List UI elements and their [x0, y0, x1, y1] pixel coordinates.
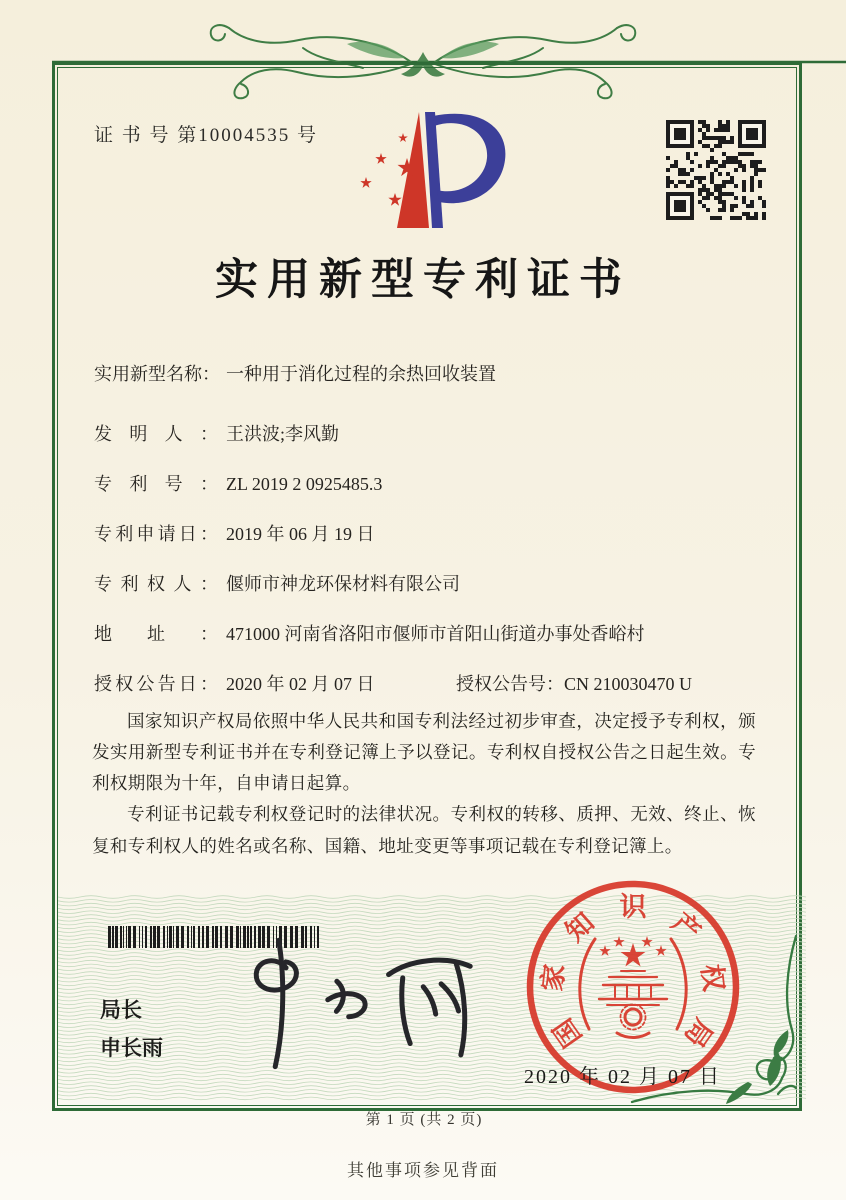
certificate-title: 实用新型专利证书: [215, 257, 631, 304]
svg-text:国: 国: [547, 1013, 588, 1053]
field-label: 发明人：: [94, 424, 218, 444]
page-indicator: 第 1 页 (共 2 页): [365, 1112, 483, 1128]
svg-text:知: 知: [559, 907, 600, 948]
field-label: 专利申请日：: [94, 524, 218, 544]
field-value: 偃师市神龙环保材料有限公司: [226, 574, 460, 594]
field-row-grant-date: [94, 670, 756, 696]
cnipa-logo-icon: [333, 104, 523, 236]
officer-name: 申长雨: [100, 1037, 163, 1060]
field-value: 471000 河南省洛阳市偃师市首阳山街道办事处香峪村: [226, 624, 645, 644]
seal-date: 2020 年 02 月 07 日: [524, 1066, 721, 1088]
legal-text: [92, 706, 756, 862]
field-label: 专利号：: [94, 474, 218, 494]
svg-text:家: 家: [537, 962, 571, 993]
field-row-filing-date: [94, 520, 756, 546]
field-value: ZL 2019 2 0925485.3: [226, 474, 383, 494]
svg-text:识: 识: [619, 892, 647, 922]
back-note: 其他事项参见背面: [347, 1161, 499, 1180]
certificate-number: 证 书 号 第10004535 号: [94, 125, 319, 146]
grant-number-group: [456, 670, 692, 696]
field-row-address: [94, 620, 756, 646]
field-value: 王洪波;李风勤: [226, 424, 340, 444]
qr-code-icon: [666, 120, 770, 224]
grant-number-label: 授权公告号：: [456, 674, 564, 694]
svg-text:局: 局: [678, 1013, 719, 1053]
field-row-utility-model-name: [94, 360, 756, 386]
grant-number-value: CN 210030470 U: [564, 674, 693, 694]
field-value: 一种用于消化过程的余热回收装置: [226, 364, 496, 384]
field-label: 实用新型名称：: [94, 364, 220, 384]
legal-paragraph-2: 专利证书记载专利权登记时的法律状况。专利权的转移、质押、无效、终止、恢复和专利权人的姓名或名称、国籍、地址变更等事项记载在专利登记簿上。: [92, 804, 756, 856]
field-row-inventor: [94, 420, 756, 446]
svg-text:产: 产: [666, 907, 707, 948]
field-value: 2019 年 06 月 19 日: [226, 524, 375, 544]
signature-icon: [232, 928, 494, 1078]
svg-text:权: 权: [695, 962, 729, 993]
field-label: 授权公告日：: [94, 674, 218, 694]
field-value: 2020 年 02 月 07 日: [226, 674, 375, 694]
field-row-patentee: [94, 570, 756, 596]
legal-paragraph-1: 国家知识产权局依照中华人民共和国专利法经过初步审查，决定授予专利权，颁发实用新型专利证书并在专利登记簿上予以登记。专利权自授权公告之日起生效。专利权期限为十年，自申请日起算。: [92, 711, 756, 794]
field-label: 专利权人：: [94, 574, 218, 594]
field-row-patent-number: [94, 470, 756, 496]
officer-title: 局长: [100, 999, 142, 1022]
field-label: 地址：: [94, 624, 218, 644]
